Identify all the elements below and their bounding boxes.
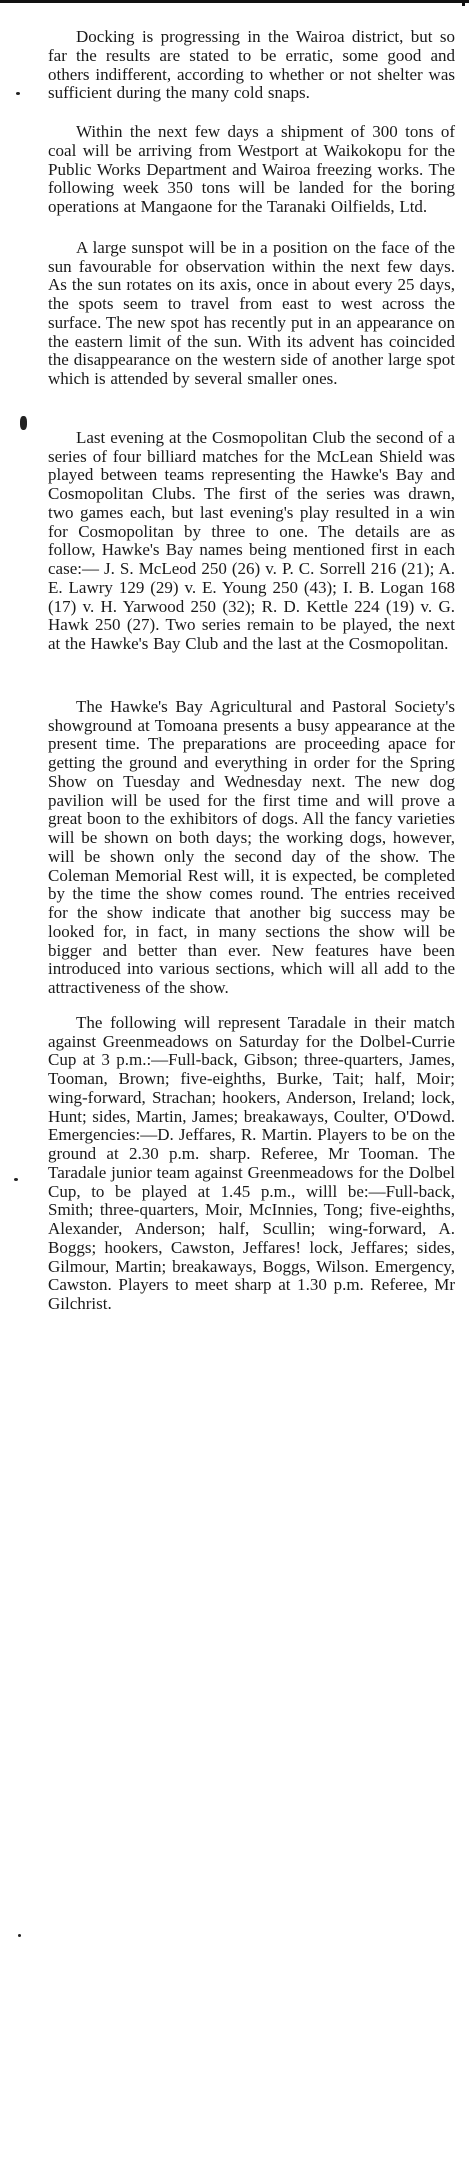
ink-speck (16, 92, 20, 95)
ink-speck (20, 416, 27, 430)
top-rule-bar (0, 0, 469, 3)
paragraph-docking: Docking is progressing in the Wairoa district, but so far the results are stated to be erratic, some good and others indifferent, according to whether or not shelter was sufficient during the many cold snaps. (48, 27, 455, 103)
ink-speck (14, 1178, 18, 1181)
paragraph-coal-shipment: Within the next few days a shipment of 300 tons of coal will be arriving from Westport at Waikokopu for the Public Works Department and Wairoa freezing works. The following week 350 tons will be landed for the boring operations at Mangaone for the Taranaki Oilfields, Ltd. (48, 122, 455, 216)
column-top-rule (0, 0, 469, 6)
top-rule-cap (462, 0, 465, 6)
ink-speck (18, 1934, 21, 1937)
article-column (48, 28, 455, 1336)
paragraph-sunspot: A large sunspot will be in a position on the face of the sun favourable for observation within the next few days. As the sun rotates on its axis, once in about every 25 days, the spots seem to travel from east to west across the surface. The new spot has recently put in an appearance on the eastern limit of the sun. With its advent has coincided the disappearance on the western side of another large spot which is attended by several smaller ones. (48, 237, 455, 388)
paragraph-taradale-team: The following will represent Taradale in their match against Greenmeadows on Saturday for the Dolbel-Currie Cup at 3 p.m.:—Full-back, Gibson; three-quarters, James, Tooman, Brown; five-eighths, Burke, Tait; half, Moir; wing-forward, Strachan; hookers, Anderson, Ireland; lock, Hunt; sides, Martin, James; breakaways, Coulter, O'Dowd. Emergencies:—D. Jeffares, R. Martin. Players to be on the ground at 2.30 p.m. sharp. Referee, Mr Tooman. The Taradale junior team against Greenmeadows for the Dolbel Cup, to be played at 1.45 p.m., willl be:—Full-back, Smith; three-quarters, Moir, McInnies, Tong; five-eighths, Alexander, Anderson; half, Scullin; wing-forward, A. Boggs; hookers, Cawston, Jeffares! lock, Jeffares; sides, Gilmour, Martin; breakaways, Boggs, Wilson. Emergency, Cawston. Players to meet sharp at 1.30 p.m. Referee, Mr Gilchrist. (48, 1012, 455, 1313)
paragraph-spring-show: The Hawke's Bay Agricultural and Pastoral Society's showground at Tomoana presents a busy appearance at the present time. The preparations are proceeding apace for getting the ground and everything in order for the Spring Show on Tuesday and Wednesday next. The new dog pavilion will be used for the first time and will prove a great boon to the exhibitors of dogs. All the fancy varieties will be shown on both days; the working dogs, however, will be shown only the second day of the show. The Coleman Memorial Rest will, it is expected, be completed by the time the show comes round. The entries received for the show indicate that another big success may be looked for, in fact, in many sections the show will be bigger and better than ever. New features have been introduced into various sections, which will all add to the attractiveness of the show. (48, 696, 455, 997)
paragraph-billiards: Last evening at the Cosmopolitan Club the second of a series of four billiard matches for the McLean Shield was played between teams representing the Hawke's Bay and Cosmopolitan Clubs. The first of the series was drawn, two games each, but last evening's play resulted in a win for Cosmopolitan by three to one. The details are as follow, Hawke's Bay names being mentioned first in each case:— J. S. McLeod 250 (26) v. P. C. Sorrell 216 (21); A. E. Lawry 129 (29) v. E. Young 250 (43); I. B. Logan 168 (17) v. H. Yarwood 250 (32); R. D. Kettle 224 (19) v. G. Hawk 250 (27). Two series remain to be played, the next at the Hawke's Bay Club and the last at the Cosmopolitan. (48, 427, 455, 653)
